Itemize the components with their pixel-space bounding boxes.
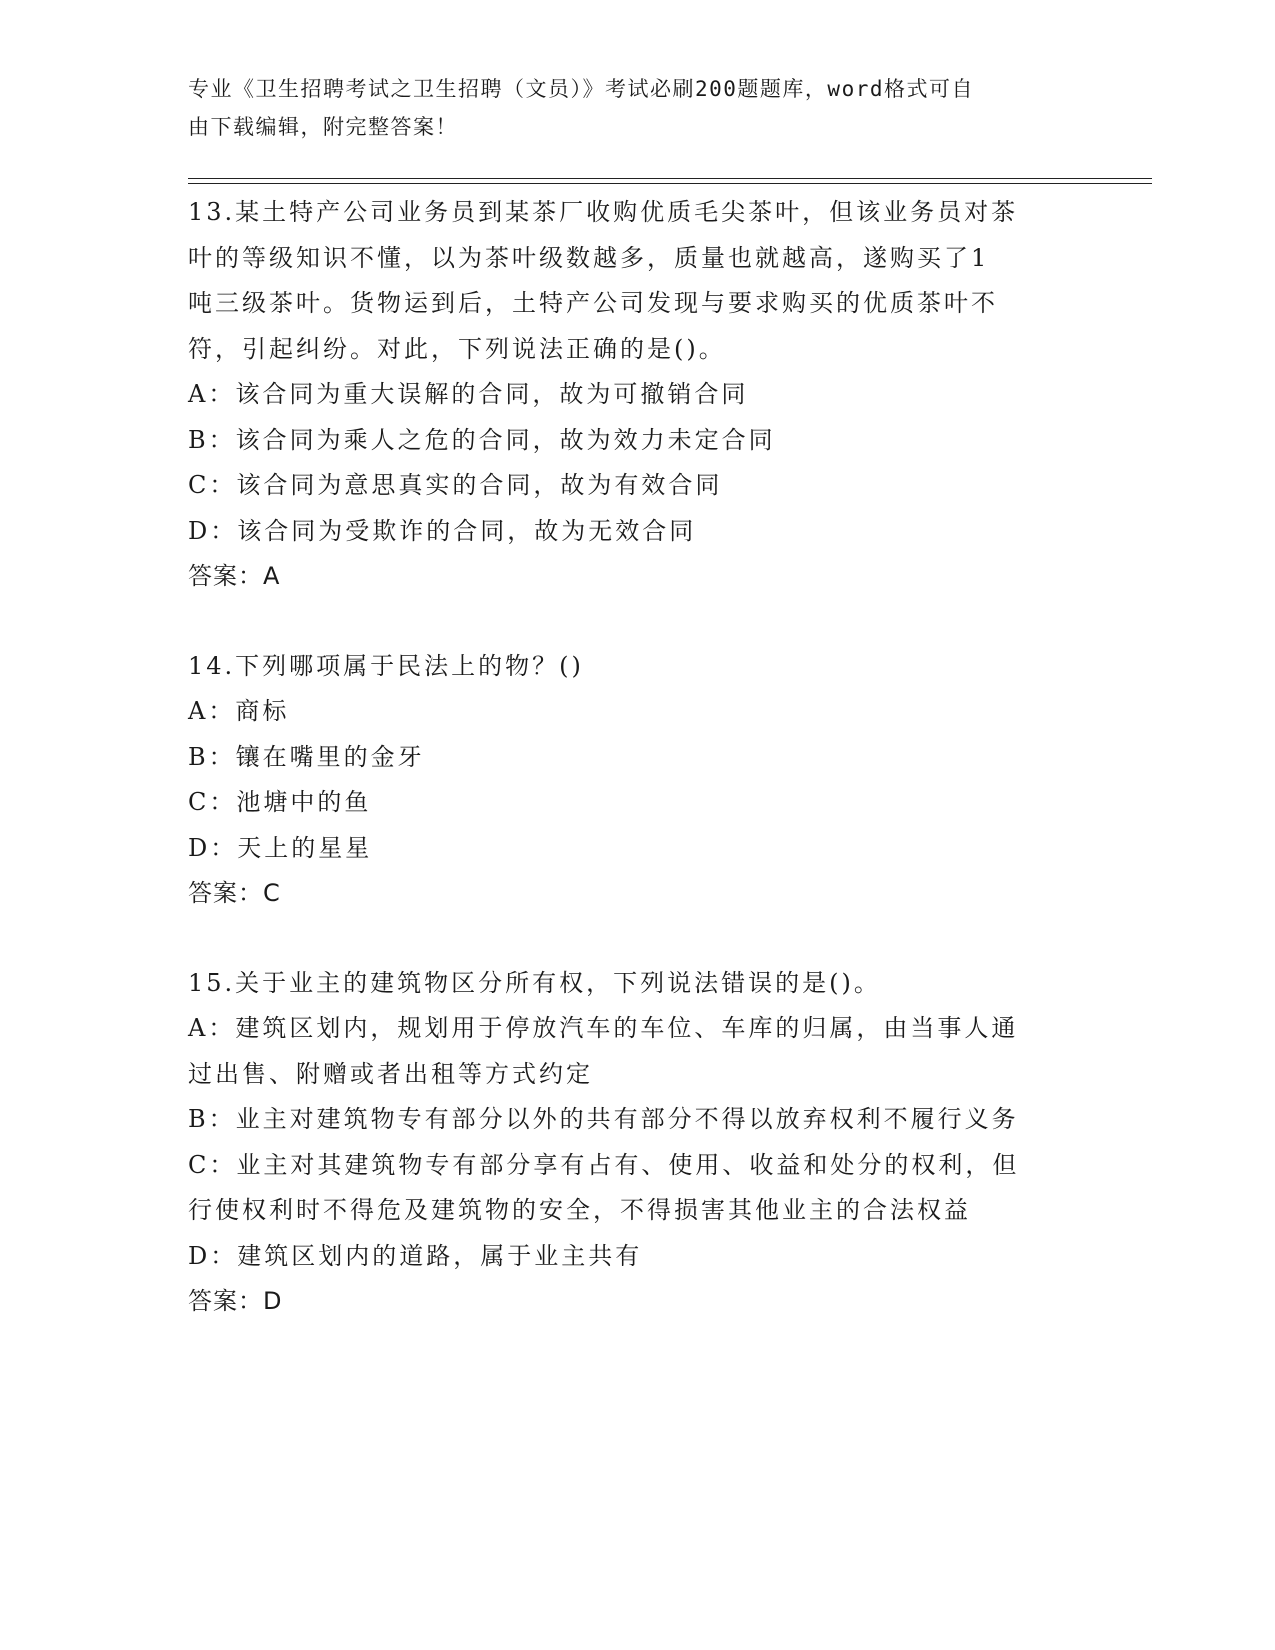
option-c: C：该合同为意思真实的合同，故为有效合同	[188, 471, 723, 499]
option-b: B：业主对建筑物专有部分以外的共有部分不得以放弃权利不履行义务	[188, 1105, 1019, 1133]
question-list	[188, 190, 1088, 1369]
question-stem-line: 吨三级茶叶。货物运到后，土特产公司发现与要求购买的优质茶叶不	[188, 289, 998, 317]
option-c-line-1: C：业主对其建筑物专有部分享有占有、使用、收益和处分的权利，但	[188, 1150, 1020, 1179]
question-14	[188, 644, 1088, 917]
header-line-1: 专业《卫生招聘考试之卫生招聘（文员）》考试必刷200题题库，word格式可自	[188, 77, 974, 101]
option-a	[188, 1006, 1088, 1097]
question-stem-line: 14.下列哪项属于民法上的物？()	[188, 651, 584, 680]
option-a-line-1: A：建筑区划内，规划用于停放汽车的车位、车库的归属，由当事人通	[188, 1014, 1019, 1042]
document-header	[188, 70, 1068, 146]
question-15	[188, 961, 1088, 1325]
answer-line: 答案：A	[188, 562, 281, 590]
header-divider-top	[188, 178, 1152, 179]
question-stem-line: 15.关于业主的建筑物区分所有权，下列说法错误的是()。	[188, 968, 881, 997]
header-line-2: 由下载编辑，附完整答案！	[188, 115, 458, 139]
question-stem-line: 叶的等级知识不懂，以为茶叶级数越多，质量也就越高，遂购买了1	[188, 243, 990, 272]
option-d: D：天上的星星	[188, 833, 373, 862]
option-c: C：池塘中的鱼	[188, 788, 372, 816]
option-b: B：镶在嘴里的金牙	[188, 742, 425, 771]
answer-line: 答案：D	[188, 1287, 283, 1315]
header-divider-bottom	[188, 183, 1152, 184]
answer-line: 答案：C	[188, 879, 281, 907]
option-c	[188, 1143, 1088, 1234]
question-stem-line: 符，引起纠纷。对此，下列说法正确的是()。	[188, 334, 726, 363]
question-stem-line: 13.某土特产公司业务员到某茶厂收购优质毛尖茶叶，但该业务员对茶	[188, 198, 1019, 226]
option-a-line-2: 过出售、附赠或者出租等方式约定	[188, 1059, 593, 1088]
option-c-line-2: 行使权利时不得危及建筑物的安全，不得损害其他业主的合法权益	[188, 1196, 971, 1224]
option-a: A：商标	[188, 697, 290, 725]
option-d: D：建筑区划内的道路，属于业主共有	[188, 1241, 643, 1270]
option-a: A：该合同为重大误解的合同，故为可撤销合同	[188, 380, 749, 408]
option-b: B：该合同为乘人之危的合同，故为效力未定合同	[188, 425, 776, 454]
question-13	[188, 190, 1088, 600]
option-d: D：该合同为受欺诈的合同，故为无效合同	[188, 516, 697, 545]
